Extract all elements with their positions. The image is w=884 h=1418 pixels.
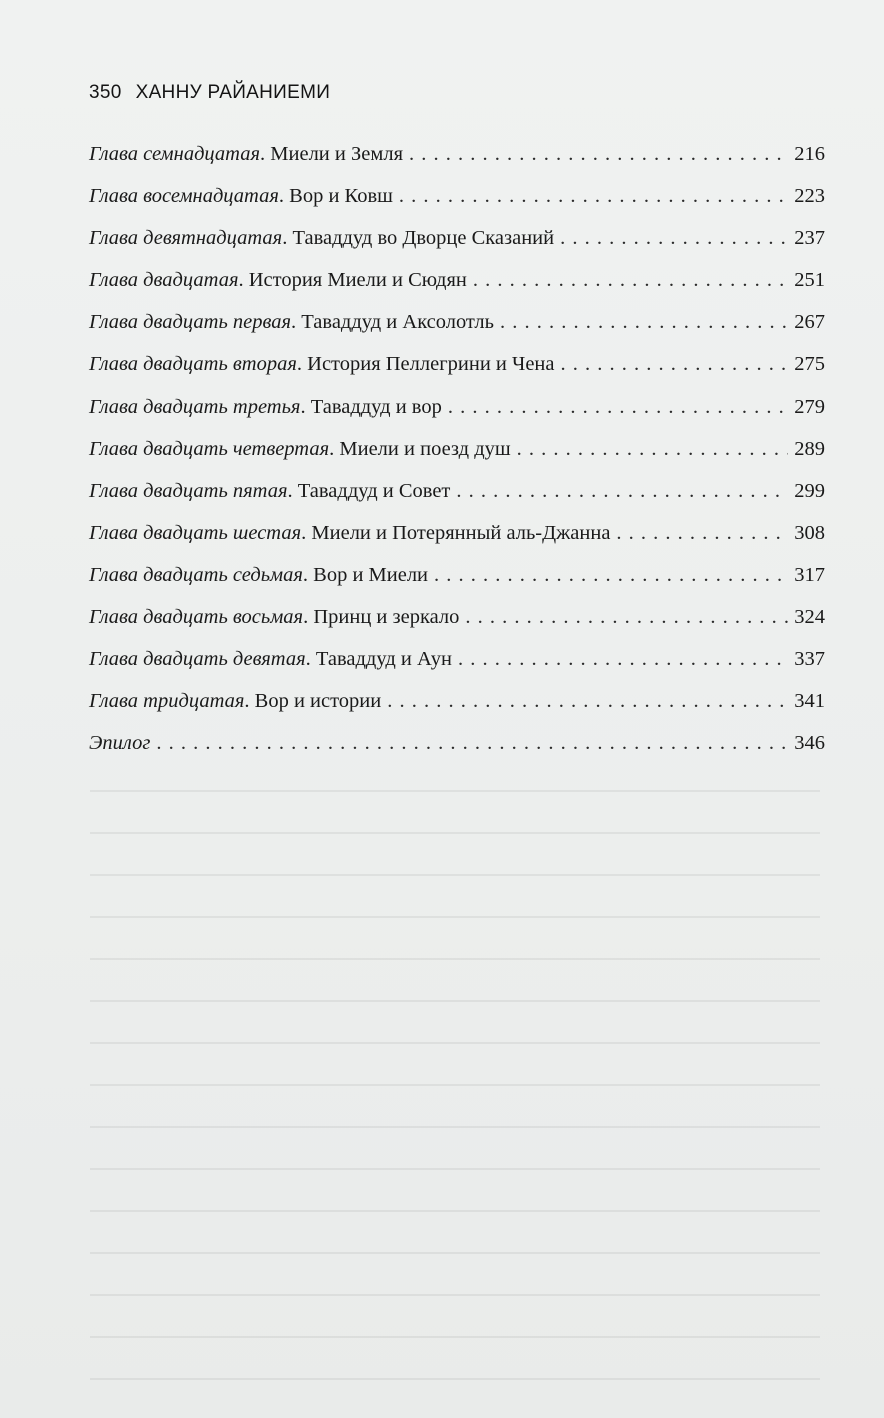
dot-leader [465,596,788,638]
dot-leader [399,175,788,217]
author-name: ХАННУ РАЙАНИЕМИ [135,82,331,103]
toc-page-number: 223 [794,185,825,208]
dot-leader [156,722,788,764]
chapter-title: Таваддуд и Совет [297,479,451,502]
dot-leader [456,470,788,512]
toc-entry-label [89,175,393,217]
toc-page-number: 251 [794,269,825,292]
toc-entry [89,722,825,764]
chapter-separator: . [296,353,308,376]
chapter-number: Глава двадцать третья [89,395,301,418]
toc-page-number: 216 [794,143,825,165]
chapter-number: Глава двадцать восьмая [89,606,304,629]
chapter-number: Глава двадцать девятая [89,648,306,671]
chapter-separator: . [282,227,293,250]
toc-entry-label [89,722,150,764]
toc-entry [89,680,825,722]
chapter-number: Глава двадцать седьмая [89,563,303,586]
dot-leader [473,259,788,301]
toc-entry [89,596,825,638]
chapter-number: Глава двадцать пятая [89,479,288,502]
dot-leader [387,680,788,722]
chapter-title: История Пеллегрини и Чена [307,353,555,376]
toc-entry-label [89,301,494,343]
toc-entry-label [89,512,610,554]
chapter-title: Вор и Ковш [289,185,393,208]
toc-entry [89,470,825,512]
chapter-separator: . [291,311,302,334]
toc-entry-label [89,596,459,638]
toc-entry [89,512,825,554]
chapter-number: Эпилог [89,732,151,755]
toc-entry [89,428,825,470]
toc-entry-label [89,343,555,385]
toc-entry-label [89,217,554,259]
chapter-separator: . [301,521,312,544]
chapter-title: Миели и Потерянный аль-Джанна [311,521,611,544]
dot-leader [560,217,788,259]
chapter-number: Глава двадцать шестая [89,521,302,544]
chapter-number: Глава тридцатая [89,690,245,713]
chapter-separator: . [238,269,249,292]
toc-entry-label [89,554,428,596]
chapter-title: Таваддуд во Дворце Сказаний [292,227,555,250]
chapter-separator: . [278,185,290,208]
chapter-separator: . [287,479,298,502]
chapter-separator: . [244,690,255,713]
toc-page-number: 267 [794,311,825,334]
chapter-title: Миели и поезд душ [339,437,511,460]
toc-page-number: 346 [794,732,825,755]
chapter-number: Глава восемнадцатая [89,185,279,208]
chapter-separator: . [302,563,314,586]
chapter-separator: . [329,437,340,460]
chapter-title: Таваддуд и вор [310,395,442,418]
dot-leader [500,301,788,343]
chapter-number: Глава девятнадцатая [89,227,283,250]
toc-entry-label [89,386,442,428]
chapter-number: Глава двадцать первая [89,311,292,334]
toc-page-number: 324 [794,606,825,629]
dot-leader [448,386,788,428]
toc-entry-label [89,680,381,722]
toc-entry-label [89,428,511,470]
show-through-texture [90,760,820,1380]
toc-page-number: 237 [794,227,825,250]
running-head [89,78,330,108]
chapter-number: Глава двадцать вторая [89,353,297,376]
toc-page-number: 337 [794,648,825,671]
chapter-title: Вор и Миели [313,563,429,586]
toc-entry [89,259,825,301]
toc-page-number: 279 [794,395,825,418]
toc-page-number: 299 [794,479,825,502]
toc-page-number: 275 [794,353,825,376]
chapter-separator: . [300,395,311,418]
chapter-separator: . [260,143,271,165]
toc-entry [89,133,825,175]
toc-entry [89,343,825,385]
toc-page-number: 308 [794,521,825,544]
chapter-title: Таваддуд и Аксолотль [301,311,494,334]
chapter-number: Глава двадцать четвертая [89,437,330,460]
chapter-title: Миели и Земля [270,143,404,165]
toc-entry-label [89,133,403,175]
dot-leader [409,133,788,175]
toc-page-number: 289 [794,437,825,460]
chapter-title: Вор и истории [254,690,382,713]
dot-leader [434,554,788,596]
chapter-title: История Миели и Сюдян [248,269,467,292]
toc-entry [89,217,825,259]
page-number: 350 [89,82,122,103]
dot-leader [561,343,789,385]
chapter-number: Глава двадцатая [89,269,239,292]
toc-entry [89,638,825,680]
toc-entry [89,301,825,343]
dot-leader [458,638,788,680]
chapter-number: Глава семнадцатая [89,143,261,165]
toc-entry-label [89,638,452,680]
dot-leader [517,428,789,470]
toc-entry [89,175,825,217]
table-of-contents [89,133,825,764]
toc-entry-label [89,470,450,512]
chapter-separator: . [305,648,316,671]
toc-entry [89,386,825,428]
dot-leader [616,512,788,554]
toc-entry-label [89,259,467,301]
toc-page-number: 341 [794,690,825,713]
toc-page-number: 317 [794,563,825,586]
chapter-title: Принц и зеркало [313,606,460,629]
chapter-separator: . [303,606,314,629]
chapter-title: Таваддуд и Аун [315,648,452,671]
toc-entry [89,554,825,596]
